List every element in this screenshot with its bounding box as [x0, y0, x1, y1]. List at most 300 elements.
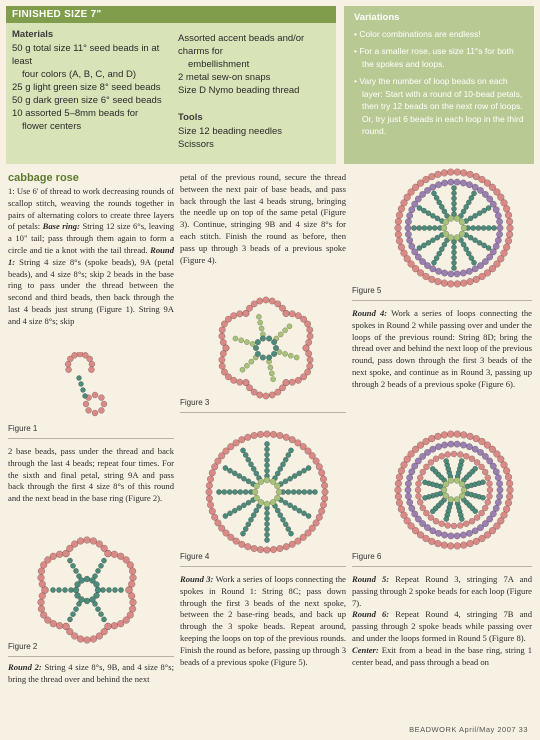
column1-text-b: 2 base beads, pass under the thread and back through the last 4 beads; repeat four times. For the sixth and final petal, string 9A and pass back through the first 4 size 8°s of this round and the next bead in the base ring (Figure 2). [8, 446, 174, 504]
petal-bead [321, 482, 328, 489]
petal-bead [117, 620, 124, 627]
loop-bead [445, 523, 451, 529]
spoke-bead [232, 489, 237, 494]
figure-5-diagram [392, 166, 516, 290]
base-ring-label: Base ring: [42, 221, 80, 232]
petal-bead [460, 280, 467, 287]
base-ring-bead [95, 587, 101, 593]
petal-bead [447, 431, 454, 438]
loop-bead [441, 270, 447, 276]
loop-bead [407, 237, 413, 243]
base-ring-bead [254, 483, 260, 489]
figure-2-label: Figure 2 [8, 642, 38, 651]
figure-1-label: Figure 1 [8, 424, 38, 433]
petal-bead [243, 379, 249, 385]
spoke-bead [291, 489, 296, 494]
spoke-bead [288, 531, 293, 536]
spoke-bead [294, 355, 299, 360]
spoke-bead [237, 473, 242, 478]
spoke-bead [246, 479, 251, 484]
loop-bead [405, 225, 411, 231]
base-ring-bead [260, 355, 266, 361]
petal-bead [435, 540, 442, 547]
loop-bead [472, 528, 478, 534]
loop-bead [409, 243, 415, 249]
petal-bead [307, 357, 313, 363]
spoke-bead [296, 489, 301, 494]
figure-6-diagram [392, 428, 516, 552]
spoke-bead [79, 382, 84, 387]
spoke-bead [480, 495, 485, 500]
spoke-bead [264, 516, 269, 521]
spoke-bead [248, 462, 253, 467]
petal-bead [211, 514, 218, 521]
loop-bead [457, 452, 463, 458]
petal-bead [237, 311, 243, 317]
material-item: embellishment [188, 59, 250, 70]
spoke-bead [249, 359, 254, 364]
spoke-bead [288, 503, 293, 508]
loop-bead [495, 499, 501, 505]
loop-bead [417, 475, 423, 481]
petal-bead [428, 435, 435, 442]
spoke-bead [232, 471, 237, 476]
loop-bead [405, 493, 411, 499]
spoke-bead [216, 489, 221, 494]
materials-column [12, 28, 177, 133]
spoke-bead [292, 505, 297, 510]
spoke-bead [264, 447, 269, 452]
round6-label: Round 6: [352, 609, 390, 620]
loop-bead [423, 464, 429, 470]
spoke-bead [244, 340, 249, 345]
base-ring-bead [271, 339, 277, 345]
spoke-bead [244, 363, 249, 368]
base-ring-bead [254, 495, 260, 501]
base-ring-bead [461, 487, 467, 493]
loop-bead [463, 521, 469, 527]
spoke-bead [275, 508, 280, 513]
spoke-bead [275, 471, 280, 476]
spoke-bead [411, 225, 416, 230]
spoke-bead [83, 394, 88, 399]
loop-bead [435, 182, 441, 188]
petal-bead [220, 339, 226, 345]
spoke-bead [471, 225, 476, 230]
loop-bead [460, 532, 466, 538]
petal-bead [467, 278, 474, 285]
spoke-bead [254, 508, 259, 513]
spoke-bead [243, 526, 248, 531]
spoke-bead [237, 505, 242, 510]
spoke-bead [278, 332, 283, 337]
base-ring-bead [274, 483, 280, 489]
petal-bead [460, 432, 467, 439]
loop-bead [493, 469, 499, 475]
loop-bead [428, 459, 434, 465]
petal-bead [111, 551, 118, 558]
spoke-bead [431, 260, 436, 265]
spoke-bead [297, 508, 302, 513]
spoke-bead [422, 225, 427, 230]
petal-bead [245, 434, 252, 441]
base-ring-bead [448, 235, 454, 241]
spoke-bead [73, 607, 78, 612]
petal-bead [505, 500, 512, 507]
petal-bead [441, 542, 448, 549]
spoke-bead [254, 471, 259, 476]
spoke-bead [417, 225, 422, 230]
spoke-bead [232, 508, 237, 513]
loop-bead [469, 518, 475, 524]
base-ring-bead [273, 345, 279, 351]
round3-label: Round 3: [180, 574, 214, 584]
petal-bead [467, 433, 474, 440]
figure-2-diagram [22, 532, 152, 647]
base-ring-bead [258, 479, 264, 485]
spoke-bead [491, 225, 496, 230]
spoke-bead [264, 457, 269, 462]
petal-bead [221, 369, 227, 375]
spoke-bead [227, 511, 232, 516]
petal-bead [435, 278, 442, 285]
spoke-bead [288, 448, 293, 453]
center-label: Center: [352, 644, 379, 655]
spoke-bead [112, 587, 117, 592]
spoke-bead [70, 563, 75, 568]
spoke-bead [486, 225, 491, 230]
finished-size-bar: FINISHED SIZE 7" [6, 6, 336, 23]
loop-bead [433, 518, 439, 524]
material-item: 50 g dark green size 6° seed beads [12, 95, 162, 106]
petal-bead [289, 311, 295, 317]
material-item: 10 assorted 5–8mm beads for [12, 108, 139, 119]
loop-bead [441, 180, 447, 186]
spoke-bead [227, 489, 232, 494]
petal-bead [441, 432, 448, 439]
petal-bead [395, 231, 402, 238]
petal-bead [245, 543, 252, 550]
base-ring-bead [461, 225, 467, 231]
base-ring-bead [448, 478, 454, 484]
spoke-bead [264, 527, 269, 532]
base-ring-bead [448, 216, 454, 222]
loop-bead [439, 521, 445, 527]
figure-1-diagram [50, 352, 120, 422]
loop-bead [423, 510, 429, 516]
spoke-bead [297, 471, 302, 476]
loop-bead [457, 523, 463, 529]
petal-bead [66, 367, 72, 373]
spoke-bead [451, 260, 456, 265]
base-ring-bead [75, 593, 81, 599]
figure-5-label: Figure 5 [352, 286, 382, 295]
spoke-bead [459, 458, 464, 463]
spoke-bead [471, 260, 476, 265]
petal-bead [289, 379, 295, 385]
base-ring-bead [101, 401, 107, 407]
base-ring-bead [94, 582, 100, 588]
spoke-bead [480, 480, 485, 485]
petal-bead [396, 238, 403, 245]
petal-bead [77, 352, 83, 357]
spoke-bead [280, 517, 285, 522]
petal-bead [40, 612, 47, 619]
divider [352, 300, 532, 301]
petal-bead [77, 538, 84, 545]
petal-bead [304, 321, 310, 327]
base-ring-bead [454, 478, 460, 484]
petal-bead [454, 431, 461, 438]
petal-bead [270, 546, 277, 553]
tool-item: Size 12 beading needles [178, 126, 283, 137]
base-ring-bead [84, 576, 90, 582]
base-ring-bead [255, 351, 261, 357]
spoke-bead [264, 463, 269, 468]
base-ring-bead [266, 336, 272, 342]
spoke-bead [286, 452, 291, 457]
base-ring-bead [98, 395, 104, 401]
petal-bead [396, 474, 403, 481]
loop-bead [448, 533, 454, 539]
petal-bead [447, 169, 454, 176]
petal-bead [503, 467, 510, 474]
spoke-bead [471, 191, 476, 196]
section-title: cabbage rose [8, 172, 79, 184]
spoke-bead [287, 324, 292, 329]
base-ring-bead [92, 392, 98, 398]
petal-bead [505, 212, 512, 219]
variations-heading: Variations [354, 12, 400, 23]
base-ring-bead [459, 231, 465, 237]
petal-bead [219, 357, 225, 363]
loop-bead [405, 481, 411, 487]
base-ring-bead [73, 587, 79, 593]
round1-label: Round 1: [8, 244, 174, 267]
loop-bead [469, 456, 475, 462]
material-item: four colors (A, B, C, and D) [22, 69, 137, 80]
spoke-bead [264, 452, 269, 457]
variation-item: • Vary the number of loop beads on each layer: Start with a round of 10-bead petals, then try 12 beads on the next row of loops. Or, try just 6 beads in each loop in the third round. [354, 76, 524, 136]
loop-bead [409, 505, 415, 511]
spoke-bead [81, 388, 86, 393]
petal-bead [129, 568, 136, 575]
spoke-bead [233, 336, 238, 341]
petal-bead [237, 379, 243, 385]
spoke-bead [451, 250, 456, 255]
petal-bead [90, 636, 97, 643]
spoke-bead [451, 245, 456, 250]
petal-bead [72, 352, 78, 358]
material-item: flower centers [22, 121, 82, 132]
spoke-bead [77, 376, 82, 381]
spoke-bead [422, 480, 427, 485]
spoke-bead [459, 516, 464, 521]
petal-bead [89, 361, 95, 367]
material-item: 2 metal sew-on snaps [178, 72, 271, 83]
petal-bead [307, 327, 313, 333]
spoke-bead [67, 617, 72, 622]
variations-box [344, 6, 534, 164]
loop-bead [439, 453, 445, 459]
spoke-bead [286, 526, 291, 531]
petal-bead [209, 470, 216, 477]
loop-bead [407, 499, 413, 505]
spoke-bead [288, 353, 293, 358]
spoke-bead [223, 513, 228, 518]
divider [180, 412, 346, 413]
petal-bead [506, 231, 513, 238]
loop-bead [454, 179, 460, 185]
base-ring-bead [79, 578, 85, 584]
material-item: Assorted accent beads and/or charms for [178, 33, 305, 57]
base-ring-bead [260, 336, 266, 342]
figure-4-diagram [200, 428, 335, 558]
petal-bead [63, 623, 70, 630]
petal-bead [398, 244, 405, 251]
petal-bead [264, 547, 271, 554]
round5-label: Round 5: [352, 574, 390, 584]
petal-bead [206, 482, 213, 489]
base-ring-bead [270, 479, 276, 485]
spoke-bead [243, 452, 248, 457]
spoke-bead [432, 225, 437, 230]
loop-bead [407, 474, 413, 480]
spoke-bead [95, 607, 100, 612]
divider [8, 438, 174, 439]
petal-bead [318, 508, 325, 515]
loop-bead [466, 182, 472, 188]
loop-bead [405, 231, 411, 237]
step1-text: 1: Use 6' of thread to work decreasing rounds of scallop stitch, weaving the rounds together in pairs of alternating colors to create three layers of petals: [8, 186, 174, 232]
petal-bead [396, 500, 403, 507]
petal-bead [467, 171, 474, 178]
petal-bead [263, 297, 269, 303]
spoke-bead [227, 468, 232, 473]
loop-bead [435, 530, 441, 536]
materials-heading: Materials [12, 29, 54, 40]
petal-bead [130, 574, 137, 581]
petal-bead [395, 487, 402, 494]
spoke-bead [73, 568, 78, 573]
spoke-bead [98, 563, 103, 568]
loop-bead [435, 268, 441, 274]
variation-item: • Color combinations are endless! [354, 28, 481, 39]
base-ring-bead [252, 489, 258, 495]
spoke-bead [98, 612, 103, 617]
loop-bead [485, 499, 491, 505]
tools-heading: Tools [178, 112, 203, 123]
loop-bead [428, 515, 434, 521]
petal-bead [130, 599, 137, 606]
petal-bead [38, 606, 45, 613]
petal-bead [56, 551, 63, 558]
spoke-bead [444, 458, 449, 463]
petal-bead [396, 212, 403, 219]
petal-bead [38, 568, 45, 575]
loop-bead [430, 184, 436, 190]
petal-bead [467, 540, 474, 547]
spoke-bead [269, 371, 274, 376]
loop-bead [454, 441, 460, 447]
spoke-bead [473, 509, 478, 514]
spoke-bead [430, 466, 435, 471]
spoke-bead [106, 587, 111, 592]
base-ring-bead [264, 477, 270, 483]
petal-bead [270, 431, 277, 438]
spoke-bead [264, 521, 269, 526]
loop-bead [448, 179, 454, 185]
petal-bead [395, 480, 402, 487]
petal-bead [209, 508, 216, 515]
base-ring-bead [264, 501, 270, 507]
petal-bead [506, 480, 513, 487]
spoke-bead [118, 587, 123, 592]
petal-bead [283, 434, 290, 441]
petal-bead [219, 363, 225, 369]
petal-bead [460, 542, 467, 549]
petal-bead [38, 599, 45, 606]
petal-bead [395, 225, 402, 232]
material-item: Size D Nymo beading thread [178, 85, 300, 96]
variation-item: • For a smaller rose, use size 11°s for both the spokes and loops. [354, 46, 514, 69]
spoke-bead [238, 489, 243, 494]
petal-bead [219, 327, 225, 333]
petal-bead [257, 298, 263, 304]
petal-bead [505, 474, 512, 481]
spoke-bead [241, 503, 246, 508]
petal-bead [435, 433, 442, 440]
petal-bead [460, 170, 467, 177]
loop-bead [430, 446, 436, 452]
spoke-bead [101, 558, 106, 563]
loop-bead [487, 481, 493, 487]
loop-bead [416, 493, 422, 499]
base-ring-bead [271, 351, 277, 357]
figure-3-diagram [196, 292, 336, 404]
spoke-bead [70, 612, 75, 617]
round4-text: Work a series of loops connecting the spokes in Round 2 while passing over and under the loops of the previous round: String 8D; bring the thread over and behind the next loop of the previous round, pass down through the first 3 beads of the next spoke, and continue as in Round 3, passing up through 2 beads of a previous spoke (Figure 6). [352, 308, 532, 389]
petal-bead [129, 606, 136, 613]
loop-bead [479, 464, 485, 470]
petal-bead [207, 476, 214, 483]
petal-bead [454, 281, 461, 288]
loop-bead [451, 523, 457, 529]
spoke-bead [427, 225, 432, 230]
figure-4-label: Figure 4 [180, 552, 210, 561]
round2-label: Round 2: [8, 662, 42, 672]
petal-bead [50, 553, 57, 560]
spoke-bead [264, 511, 269, 516]
spoke-bead [222, 489, 227, 494]
loop-bead [417, 499, 423, 505]
loop-bead [433, 456, 439, 462]
petal-bead [206, 495, 213, 502]
loop-bead [474, 515, 480, 521]
petal-bead [395, 493, 402, 500]
spoke-bead [241, 476, 246, 481]
material-item: 50 g total size 11° seed beads in at least [12, 43, 160, 67]
loop-bead [466, 444, 472, 450]
spoke-bead [264, 441, 269, 446]
base-ring-bead [459, 493, 465, 499]
spoke-bead [417, 205, 422, 210]
round5-text: Repeat Round 3, stringing 7A and passing through 2 spoke beads for each loop (Figure 7). [352, 574, 532, 608]
loop-bead [448, 441, 454, 447]
petal-bead [454, 543, 461, 550]
petal-bead [322, 489, 329, 496]
spoke-bead [283, 522, 288, 527]
